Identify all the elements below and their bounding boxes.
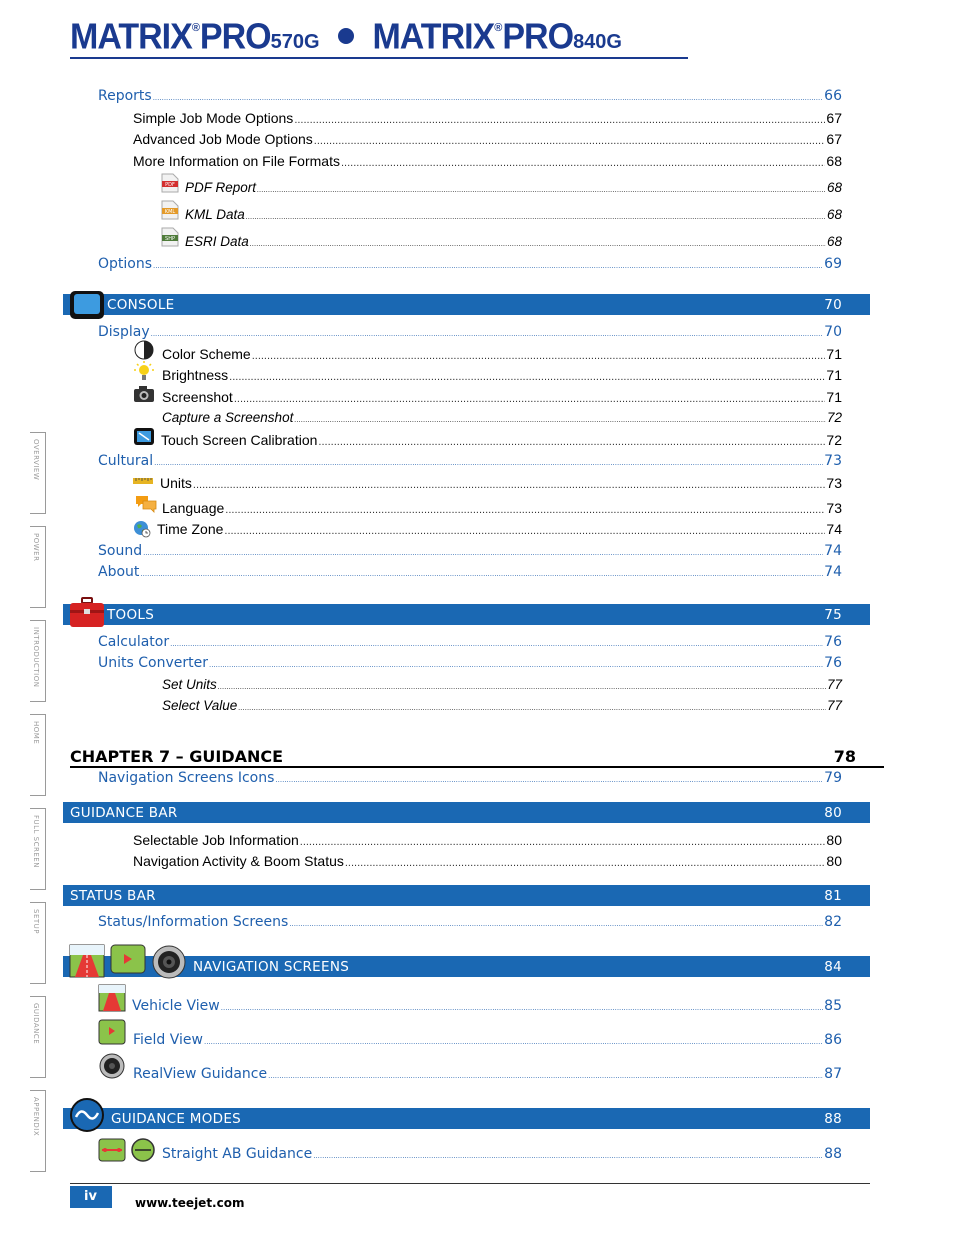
toc-entry-screenshot[interactable]: Screenshot ..... 71 [162, 389, 842, 405]
toc-entry-color-scheme[interactable]: Color Scheme ..... 71 [162, 346, 842, 362]
svg-text:KML: KML [164, 209, 176, 215]
page-number: iv [70, 1186, 112, 1208]
toc-entry-time-zone[interactable]: Time Zone ..... 74 [157, 521, 842, 537]
section-bar-navigation-screens[interactable]: NAVIGATION SCREENS 84 [63, 956, 870, 977]
pdf-file-icon [161, 173, 179, 193]
footer-rule [70, 1183, 870, 1184]
brightness-icon [134, 361, 154, 383]
side-tab-home[interactable]: HOME [30, 714, 46, 796]
toc-entry-pdf-report[interactable]: PDF Report ..... 68 [185, 180, 842, 195]
toc-entry-set-units[interactable]: Set Units ..... 77 [162, 677, 842, 692]
guidance-modes-icon [68, 1097, 106, 1133]
website-link[interactable]: www.teejet.com [135, 1196, 245, 1210]
toc-entry-vehicle-view[interactable]: Vehicle View ..... 85 [132, 998, 842, 1014]
console-icon [68, 289, 106, 321]
language-icon [134, 494, 158, 514]
realview-small-icon [98, 1052, 126, 1080]
toc-entry-language[interactable]: Language ..... 73 [162, 500, 842, 516]
realview-camera-icon [151, 944, 187, 980]
side-tab-appendix[interactable]: APPENDIX [30, 1090, 46, 1172]
toc-entry-realview[interactable]: RealView Guidance ..... 87 [133, 1066, 842, 1082]
toc-entry-calculator[interactable]: Calculator ..... 76 [98, 634, 842, 650]
toc-entry-kml-data[interactable]: KML Data ..... 68 [185, 207, 842, 222]
units-icon [133, 476, 153, 486]
camera-icon [133, 384, 155, 404]
toc-entry-cultural[interactable]: Cultural ..... 73 [98, 453, 842, 469]
side-tab-setup[interactable]: SETUP [30, 902, 46, 984]
kml-file-icon [161, 200, 179, 220]
bullet-dot [338, 28, 354, 44]
toc-entry-field-view[interactable]: Field View ..... 86 [133, 1032, 842, 1048]
toc-entry-selectable-job[interactable]: Selectable Job Information ..... 80 [133, 832, 842, 848]
toc-entry-options[interactable]: Options ..... 69 [98, 256, 842, 272]
side-tab-overview[interactable]: OVERVIEW [30, 432, 46, 514]
model-840g: 840G [573, 31, 622, 53]
toc-entry-display[interactable]: Display ..... 70 [98, 324, 842, 340]
toc-entry-touch-calibration[interactable]: Touch Screen Calibration ..... 72 [161, 432, 842, 448]
section-bar-console[interactable]: CONSOLE 70 [63, 294, 870, 315]
brand-name: MATRIX [70, 17, 192, 57]
side-tab-guidance[interactable]: GUIDANCE [30, 996, 46, 1078]
toolbox-icon [68, 596, 106, 630]
field-view-small-icon [98, 1019, 126, 1045]
side-tab-introduction[interactable]: INTRODUCTION [30, 620, 46, 702]
toc-entry-esri-data[interactable]: ESRI Data ..... 68 [185, 234, 842, 249]
esri-file-icon [161, 227, 179, 247]
color-scheme-icon [133, 339, 155, 361]
section-bar-guidance-bar[interactable]: GUIDANCE BAR 80 [63, 802, 870, 823]
header-rule [70, 57, 688, 59]
vehicle-view-small-icon [98, 984, 126, 1012]
toc-entry-nav-icons[interactable]: Navigation Screens Icons ..... 79 [98, 770, 842, 786]
chapter-heading[interactable]: CHAPTER 7 – GUIDANCE 78 [70, 747, 856, 766]
toc-entry-capture-screenshot[interactable]: Capture a Screenshot ..... 72 [162, 410, 842, 425]
toc-entry-brightness[interactable]: Brightness ..... 71 [162, 367, 842, 383]
svg-text:PDF: PDF [165, 182, 175, 188]
toc-entry-about[interactable]: About ..... 74 [98, 564, 842, 580]
toc-entry-units-converter[interactable]: Units Converter ..... 76 [98, 655, 842, 671]
chapter-rule [70, 766, 884, 768]
section-bar-status-bar[interactable]: STATUS BAR 81 [63, 885, 870, 906]
toc-entry-nav-activity[interactable]: Navigation Activity & Boom Status ..... 80 [133, 853, 842, 869]
section-bar-tools[interactable]: TOOLS 75 [63, 604, 870, 625]
model-570g: 570G [270, 31, 320, 53]
toc-entry-reports[interactable]: Reports ..... 66 [98, 88, 842, 104]
toc-entry-sound[interactable]: Sound ..... 74 [98, 543, 842, 559]
toc-entry-status-info[interactable]: Status/Information Screens ..... 82 [98, 914, 842, 930]
vehicle-view-icon [69, 944, 105, 978]
ab-line-icon [130, 1137, 156, 1163]
document-title: MATRIX®PRO570G MATRIX®PRO840G [70, 17, 622, 57]
toc-entry-more-info[interactable]: More Information on File Formats ..... 68 [133, 153, 842, 169]
toc-entry-units[interactable]: Units ..... 73 [160, 475, 842, 491]
side-tab-power[interactable]: POWER [30, 526, 46, 608]
field-view-icon [110, 944, 146, 974]
section-bar-guidance-modes[interactable]: GUIDANCE MODES 88 [63, 1108, 870, 1129]
toc-entry-simple-job[interactable]: Simple Job Mode Options ..... 67 [133, 110, 842, 126]
side-tab-full-screen[interactable]: FULL SCREEN [30, 808, 46, 890]
toc-entry-advanced-job[interactable]: Advanced Job Mode Options ..... 67 [133, 131, 842, 147]
straight-ab-icon [98, 1138, 126, 1162]
toc-entry-select-value[interactable]: Select Value ..... 77 [162, 698, 842, 713]
globe-clock-icon [133, 520, 151, 538]
svg-text:SHP: SHP [165, 236, 175, 242]
toc-entry-straight-ab[interactable]: Straight AB Guidance ..... 88 [162, 1146, 842, 1162]
touch-calibration-icon [133, 427, 155, 447]
